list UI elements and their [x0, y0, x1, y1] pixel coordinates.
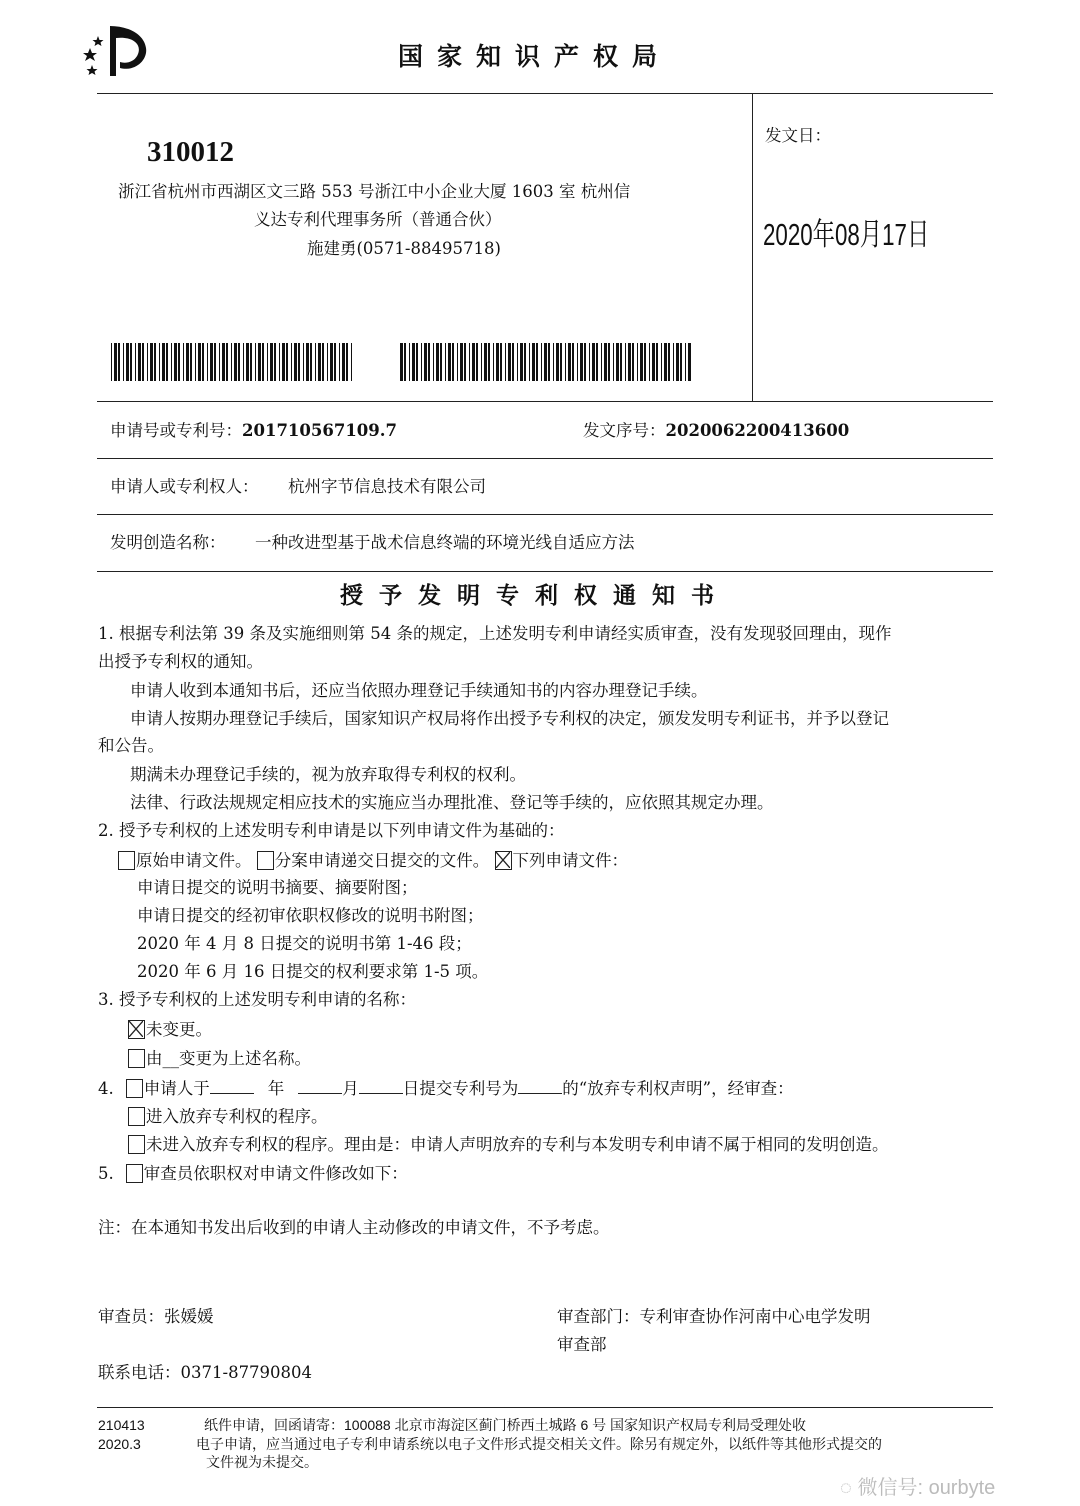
label: 申请号或专利号： [110, 421, 242, 440]
document-item: 2020 年 4 月 8 日提交的说明书第 1-46 段； [137, 934, 472, 953]
barcode-bar [400, 343, 403, 381]
barcode [400, 343, 692, 381]
footer-line: 纸件申请，回函请寄：100088 北京市海淀区蓟门桥西土城路 6 号 国家知识产权局专利局受理处收 [204, 1417, 807, 1433]
barcode-bar [517, 343, 518, 381]
barcode-bar [190, 343, 192, 381]
barcode-bar [154, 343, 156, 381]
barcode-bar [664, 343, 667, 381]
barcode-bar [166, 343, 168, 381]
barcode-bar [472, 343, 475, 381]
wechat-icon: ◌ [840, 1477, 858, 1499]
barcode-bar [298, 343, 300, 381]
barcode-bar [126, 343, 129, 381]
divider [97, 514, 993, 515]
label: 月 [342, 1079, 359, 1098]
label: 发文序号： [583, 421, 666, 440]
barcode-bar [584, 343, 586, 381]
barcode-bar [303, 343, 304, 381]
barcode-bar [632, 343, 634, 381]
barcode-bar [267, 343, 268, 381]
barcode-bar [262, 343, 264, 381]
barcode-bar [649, 343, 650, 381]
barcode-bar [195, 343, 196, 381]
barcode-bar [270, 343, 273, 381]
checkbox-checked[interactable] [495, 851, 512, 870]
document-item: 申请日提交的经初审依职权修改的说明书附图； [137, 906, 484, 925]
barcode-bar [656, 343, 658, 381]
label: 申请人于 [143, 1079, 210, 1098]
barcode-bar [493, 343, 494, 381]
barcode-bar [680, 343, 682, 381]
barcode-bar [484, 343, 487, 381]
barcode-bar [274, 343, 276, 381]
department: 审查部门：专利审查协作河南中心电学发明 [557, 1307, 871, 1326]
barcode-bar [111, 343, 112, 381]
barcode-bar [676, 343, 679, 381]
item-number: 5. [98, 1164, 114, 1183]
barcode-bar [234, 343, 237, 381]
issue-date-label: 发文日： [765, 126, 831, 145]
barcode-bar [637, 343, 638, 381]
phone: 联系电话：0371-87790804 [98, 1363, 313, 1382]
footer-line: 电子申请，应当通过电子专利申请系统以电子文件形式提交相关文件。除另有规定外，以纸件等其他形式提交的 [196, 1436, 882, 1452]
paragraph: 申请人收到本通知书后，还应当依照办理登记手续通知书的内容办理登记手续。 [130, 681, 708, 700]
waiver-statement [98, 1079, 794, 1098]
barcode-bar [565, 343, 566, 381]
barcode-bar [178, 343, 180, 381]
barcode-bar [159, 343, 160, 381]
barcode-bar [488, 343, 490, 381]
paragraph: 和公告。 [98, 736, 164, 755]
checkbox[interactable] [126, 1079, 143, 1098]
note: 注：在本通知书发出后收到的申请人主动修改的申请文件，不予考虑。 [98, 1218, 610, 1237]
footer-line: 文件视为未提交。 [206, 1454, 318, 1470]
barcode-bar [351, 343, 352, 381]
item-number: 4. [98, 1079, 114, 1098]
barcode-bar [616, 343, 619, 381]
postcode: 310012 [147, 136, 234, 168]
barcode [108, 343, 353, 381]
barcode-bar [186, 343, 189, 381]
barcode-bar [556, 343, 559, 381]
barcode-bar [572, 343, 574, 381]
label: 日提交专利号为 [402, 1079, 519, 1098]
barcode-bar [222, 343, 225, 381]
barcode-bar [668, 343, 670, 381]
checkbox[interactable] [128, 1135, 145, 1154]
barcode-bar [114, 343, 117, 381]
barcode-bar [685, 343, 686, 381]
barcode-bar [118, 343, 120, 381]
label: 年 [267, 1079, 285, 1098]
barcode-bar [346, 343, 348, 381]
checkbox[interactable] [128, 1049, 145, 1068]
barcode-bar [608, 343, 610, 381]
barcode-bar [138, 343, 141, 381]
issue-date: 2020年08月17日 [763, 217, 930, 252]
barcode-bar [445, 343, 446, 381]
barcode-bar [644, 343, 646, 381]
form-version: 2020.3 [98, 1436, 141, 1452]
barcode-bar [673, 343, 674, 381]
barcode-bar [183, 343, 184, 381]
divider [97, 571, 993, 572]
barcode-bar [243, 343, 244, 381]
cnipa-logo [80, 18, 150, 78]
barcode-bar [294, 343, 297, 381]
barcode-bar [318, 343, 321, 381]
document-item: 申请日提交的说明书摘要、摘要附图； [137, 878, 418, 897]
barcode-bar [255, 343, 256, 381]
checkbox-checked[interactable] [128, 1020, 145, 1039]
divider [752, 93, 753, 401]
barcode-bar [202, 343, 204, 381]
barcode-bar [457, 343, 458, 381]
barcode-bar [433, 343, 434, 381]
barcode-bar [226, 343, 228, 381]
paragraph: 申请人按期办理登记手续后，国家知识产权局将作出授予专利权的决定，颁发发明专利证书，并予以登记 [130, 709, 889, 728]
barcode-bar [640, 343, 643, 381]
department: 审查部 [557, 1335, 607, 1354]
checkbox[interactable] [257, 851, 274, 870]
watermark-text: 微信号: ourbyte [857, 1477, 996, 1499]
barcode-bar [688, 343, 691, 381]
examiner: 审查员：张媛媛 [98, 1307, 214, 1326]
barcode-bar [279, 343, 280, 381]
barcode-bar [520, 343, 523, 381]
barcode-bar [416, 343, 418, 381]
barcode-bar [460, 343, 463, 381]
barcode-bar [258, 343, 261, 381]
name-unchanged-option [128, 1020, 212, 1039]
serial-number: 2020062200413600 [665, 421, 850, 440]
barcode-bar [448, 343, 451, 381]
blank [359, 1079, 403, 1094]
barcode-bar [512, 343, 514, 381]
option-label: 未变更。 [146, 1020, 212, 1039]
barcode-bar [596, 343, 598, 381]
name-changed-option [128, 1049, 311, 1068]
barcode-bar [560, 343, 562, 381]
barcode-bar [322, 343, 324, 381]
barcode-bar [219, 343, 220, 381]
examiner-amendment [98, 1164, 408, 1183]
barcode-bar [282, 343, 285, 381]
divider [97, 93, 993, 94]
option-label: 由__变更为上述名称。 [146, 1049, 311, 1068]
watermark [840, 1478, 995, 1498]
office-title: 国家知识产权局 [398, 42, 672, 71]
barcode-bar [628, 343, 631, 381]
document-item: 2020 年 6 月 16 日提交的权利要求第 1-5 项。 [137, 962, 489, 981]
barcode-bar [505, 343, 506, 381]
paragraph: 3. 授予专利权的上述发明专利申请的名称： [98, 990, 416, 1009]
divider [97, 1407, 993, 1408]
invention-title: 一种改进型基于战术信息终端的环境光线自适应方法 [255, 533, 635, 552]
option-label: 审查员依职权对申请文件修改如下： [143, 1164, 408, 1183]
barcode-bar [661, 343, 662, 381]
barcode-bar [334, 343, 336, 381]
barcode-bar [476, 343, 478, 381]
barcode-bar [246, 343, 249, 381]
invention-label: 发明创造名称： [110, 533, 226, 552]
barcode-bar [580, 343, 583, 381]
barcode-bar [421, 343, 422, 381]
barcode-bar [142, 343, 144, 381]
barcode-bar [440, 343, 442, 381]
barcode-bar [130, 343, 132, 381]
barcode-bar [500, 343, 502, 381]
barcode-bar [577, 343, 578, 381]
address-line: 浙江省杭州市西湖区文三路 553 号浙江中小企业大厦 1603 室 杭州信 [118, 182, 631, 201]
barcode-bar [592, 343, 595, 381]
label: 的“放弃专利权声明”，经审查： [562, 1079, 794, 1098]
waiver-option [128, 1107, 328, 1126]
checkbox[interactable] [118, 851, 135, 870]
divider [97, 401, 993, 402]
barcode-bar [428, 343, 430, 381]
barcode-bar [452, 343, 454, 381]
application-number: 201710567109.7 [242, 421, 397, 440]
paragraph: 期满未办理登记手续的，视为放弃取得专利权的权利。 [130, 765, 526, 784]
barcode-bar [231, 343, 232, 381]
barcode-bar [238, 343, 240, 381]
option-label: 下列申请文件： [512, 851, 628, 870]
address-line: 义达专利代理事务所（普通合伙） [254, 210, 502, 229]
option-label: 进入放弃专利权的程序。 [146, 1107, 328, 1126]
barcode-bar [409, 343, 410, 381]
barcode-bar [568, 343, 571, 381]
barcode-bar [207, 343, 208, 381]
option-label: 分案申请递交日提交的文件。 [274, 851, 490, 870]
barcode-bar [481, 343, 482, 381]
barcode-bar [315, 343, 316, 381]
barcode-bar [327, 343, 328, 381]
form-code: 210413 [98, 1417, 145, 1433]
barcode-bar [342, 343, 345, 381]
paragraph: 出授予专利权的通知。 [98, 652, 263, 671]
barcode-bar [310, 343, 312, 381]
paragraph: 法律、行政法规规定相应技术的实施应当办理批准、登记等手续的，应依照其规定办理。 [130, 793, 774, 812]
barcode-bar [625, 343, 626, 381]
barcode-bar [548, 343, 550, 381]
barcode-bar [652, 343, 655, 381]
applicant-label: 申请人或专利权人： [110, 477, 259, 496]
barcode-bar [150, 343, 153, 381]
barcode-bar [436, 343, 439, 381]
barcode-bar [464, 343, 466, 381]
barcode-bar [171, 343, 172, 381]
blank [210, 1079, 254, 1094]
barcode-bar [250, 343, 252, 381]
applicant: 杭州字节信息技术有限公司 [288, 477, 486, 496]
blank [518, 1079, 562, 1094]
barcode-bar [529, 343, 530, 381]
barcode-bar [536, 343, 538, 381]
checkbox[interactable] [128, 1107, 145, 1126]
barcode-bar [613, 343, 614, 381]
barcode-bar [589, 343, 590, 381]
barcode-bar [339, 343, 340, 381]
application-number-row [110, 423, 397, 440]
barcode-bar [123, 343, 124, 381]
barcode-bar [210, 343, 213, 381]
barcode-bar [404, 343, 406, 381]
barcode-bar [162, 343, 165, 381]
barcode-bar [620, 343, 622, 381]
barcode-bar [469, 343, 470, 381]
divider [97, 458, 993, 459]
barcode-bar [541, 343, 542, 381]
barcode-bar [544, 343, 547, 381]
serial-row [583, 423, 849, 440]
barcode-bar [424, 343, 427, 381]
barcode-bar [604, 343, 607, 381]
barcode-bar [286, 343, 288, 381]
barcode-bar [174, 343, 177, 381]
contact: 施建勇(0571-88495718) [307, 239, 501, 258]
barcode-bar [412, 343, 415, 381]
barcode-bar [330, 343, 333, 381]
barcode-bar [496, 343, 499, 381]
barcode-bar [135, 343, 136, 381]
option-label: 原始申请文件。 [136, 851, 252, 870]
basis-options [118, 851, 628, 870]
checkbox[interactable] [126, 1164, 143, 1183]
waiver-option [128, 1135, 889, 1154]
barcode-bar [532, 343, 535, 381]
barcode-bar [291, 343, 292, 381]
barcode-bar [306, 343, 309, 381]
barcode-bar [147, 343, 148, 381]
barcode-bar [198, 343, 201, 381]
paragraph: 2. 授予专利权的上述发明专利申请是以下列申请文件为基础的： [98, 821, 565, 840]
paragraph: 1. 根据专利法第 39 条及实施细则第 54 条的规定，上述发明专利申请经实质审查，没有发现驳回理由，现作 [98, 624, 892, 643]
barcode-bar [553, 343, 554, 381]
notice-title: 授予发明专利权通知书 [340, 583, 730, 609]
blank [298, 1079, 342, 1094]
option-label: 未进入放弃专利权的程序。理由是：申请人声明放弃的专利与本发明专利申请不属于相同的发明创造。 [146, 1135, 889, 1154]
barcode-bar [524, 343, 526, 381]
barcode-bar [601, 343, 602, 381]
barcode-bar [508, 343, 511, 381]
barcode-bar [214, 343, 216, 381]
